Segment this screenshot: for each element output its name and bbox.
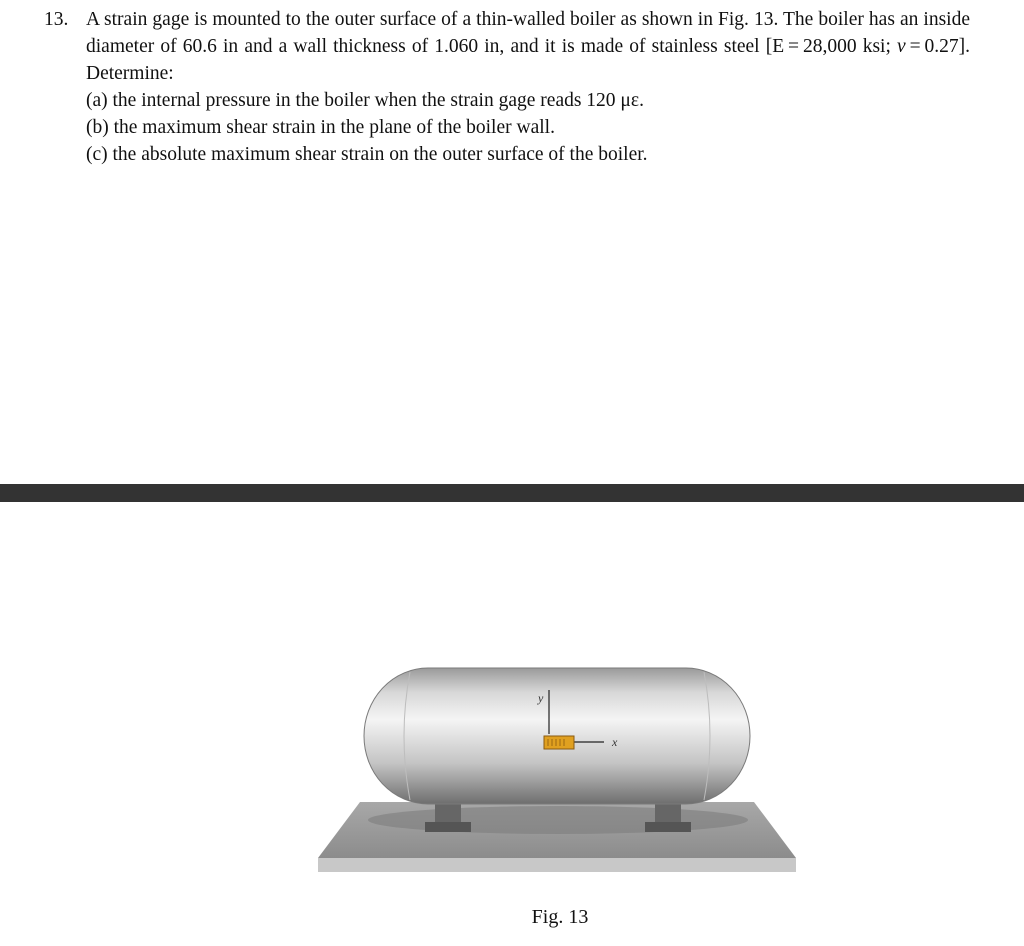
part-c: (c) the absolute maximum shear strain on the outer surface of the boiler. xyxy=(86,144,648,165)
problem-parts xyxy=(86,87,970,168)
problem-number: 13. xyxy=(44,9,69,30)
strain-gage xyxy=(544,736,574,749)
right-support-foot xyxy=(645,822,691,832)
part-b: (b) the maximum shear strain in the plane of the boiler wall. xyxy=(86,117,555,138)
statement-intro: A strain gage is mounted to the outer surface of a thin-walled boiler as shown in Fig. 13. The boiler has an inside diameter of 60.6 in and a wall thickness of 1.060 in, and it is made of stainless steel [E = 28,000 ksi; xyxy=(86,9,970,57)
y-axis-label: y xyxy=(538,691,544,705)
base-front-edge xyxy=(318,858,796,872)
poisson-symbol: ν xyxy=(897,36,906,57)
figure-caption: Fig. 13 xyxy=(531,906,589,928)
boiler-illustration xyxy=(300,650,820,890)
statement-end: = 0.27]. Determine: xyxy=(86,36,970,84)
x-axis-label: x xyxy=(612,735,618,749)
problem-13 xyxy=(44,6,970,168)
left-support-foot xyxy=(425,822,471,832)
page-divider-bar xyxy=(0,484,1024,502)
part-a: (a) the internal pressure in the boiler when the strain gage reads 120 με. xyxy=(86,90,644,111)
problem-statement xyxy=(86,6,970,87)
boiler-figure xyxy=(300,650,820,890)
